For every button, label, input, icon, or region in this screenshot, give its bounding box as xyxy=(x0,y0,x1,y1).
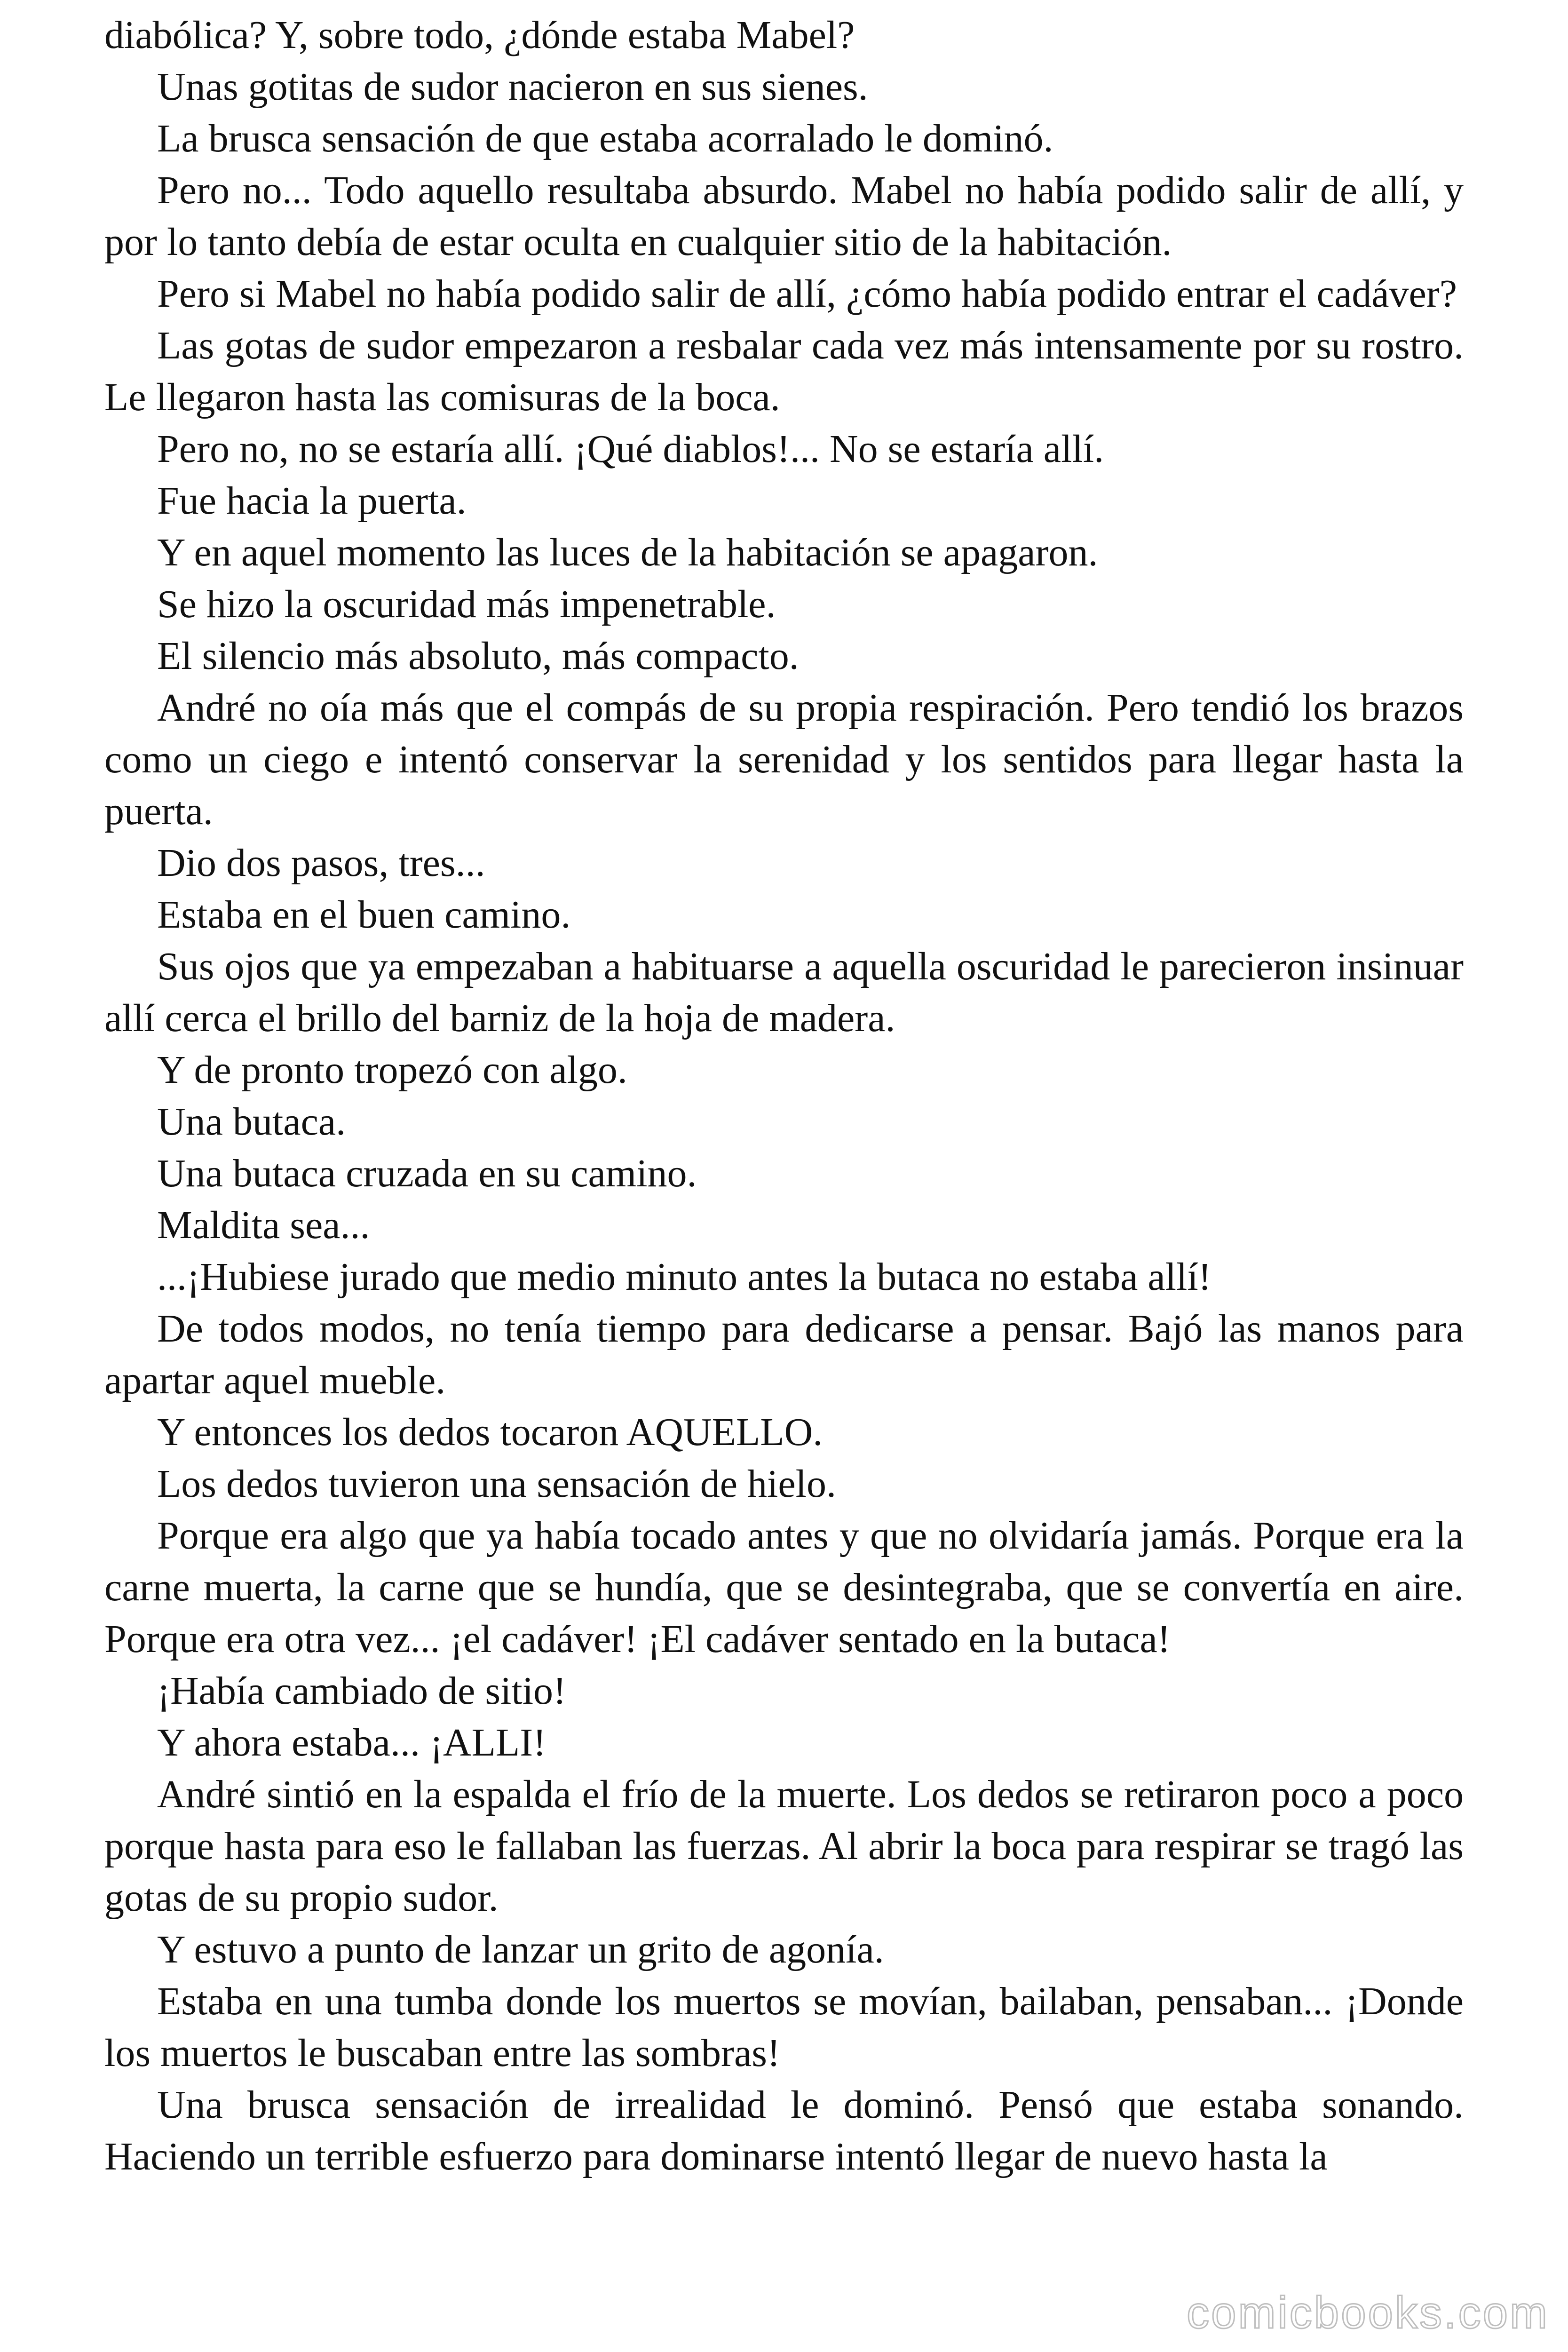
paragraph-26: Y ahora estaba... ¡ALLI! xyxy=(157,1721,546,1764)
paragraph-28: Y estuvo a punto de lanzar un grito de agonía. xyxy=(157,1928,884,1971)
paragraph-27: André sintió en la espalda el frío de la muerte. Los dedos se retiraron poco a poco porque hasta para eso le fallaban las fuerzas. Al abrir la boca para respirar se tragó las gotas de su propio sudor. xyxy=(104,1772,1464,1920)
paragraph-19: Maldita sea... xyxy=(157,1203,370,1247)
page-text xyxy=(104,9,1464,2183)
paragraph-4: Pero no... Todo aquello resultaba absurdo. Mabel no había podido salir de allí, y por lo tanto debía de estar oculta en cualquier sitio de la habitación. xyxy=(104,168,1464,264)
paragraph-1: diabólica? Y, sobre todo, ¿dónde estaba Mabel? xyxy=(104,13,855,57)
paragraph-10: Se hizo la oscuridad más impenetrable. xyxy=(157,582,776,626)
paragraph-25: ¡Había cambiado de sitio! xyxy=(157,1669,567,1713)
paragraph-30: Una brusca sensación de irrealidad le dominó. Pensó que estaba sonando. Haciendo un terrible esfuerzo para dominarse intentó llegar de nuevo hasta la xyxy=(104,2083,1464,2178)
paragraph-18: Una butaca cruzada en su camino. xyxy=(157,1152,697,1195)
paragraph-24: Porque era algo que ya había tocado antes y que no olvidaría jamás. Porque era la carne muerta, la carne que se hundía, que se desintegraba, que se convertía en aire. Porque era otra vez... ¡el cadáver! ¡El cadáver sentado en la butaca! xyxy=(104,1514,1464,1661)
paragraph-16: Y de pronto tropezó con algo. xyxy=(157,1048,627,1092)
paragraph-11: El silencio más absoluto, más compacto. xyxy=(157,634,799,678)
paragraph-12: André no oía más que el compás de su propia respiración. Pero tendió los brazos como un ciego e intentó conservar la serenidad y los sentidos para llegar hasta la puerta. xyxy=(104,686,1464,833)
paragraph-23: Los dedos tuvieron una sensación de hielo. xyxy=(157,1462,836,1506)
paragraph-13: Dio dos pasos, tres... xyxy=(157,841,485,885)
paragraph-3: La brusca sensación de que estaba acorralado le dominó. xyxy=(157,117,1053,160)
paragraph-15: Sus ojos que ya empezaban a habituarse a aquella oscuridad le parecieron insinuar allí cerca el brillo del barniz de la hoja de madera. xyxy=(104,945,1464,1040)
paragraph-21: De todos modos, no tenía tiempo para dedicarse a pensar. Bajó las manos para apartar aquel mueble. xyxy=(104,1307,1464,1402)
paragraph-9: Y en aquel momento las luces de la habitación se apagaron. xyxy=(157,531,1098,574)
paragraph-5: Pero si Mabel no había podido salir de allí, ¿cómo había podido entrar el cadáver? xyxy=(157,272,1457,316)
paragraph-14: Estaba en el buen camino. xyxy=(157,893,571,937)
paragraph-29: Estaba en una tumba donde los muertos se movían, bailaban, pensaban... ¡Donde los muertos le buscaban entre las sombras! xyxy=(104,1979,1464,2075)
paragraph-6: Las gotas de sudor empezaron a resbalar cada vez más intensamente por su rostro. Le llegaron hasta las comisuras de la boca. xyxy=(104,324,1464,419)
paragraph-17: Una butaca. xyxy=(157,1100,346,1144)
paragraph-8: Fue hacia la puerta. xyxy=(157,479,467,523)
paragraph-22: Y entonces los dedos tocaron AQUELLO. xyxy=(157,1410,823,1454)
paragraph-7: Pero no, no se estaría allí. ¡Qué diablos!... No se estaría allí. xyxy=(157,427,1104,471)
paragraph-20: ...¡Hubiese jurado que medio minuto antes la butaca no estaba allí! xyxy=(157,1255,1212,1299)
watermark-logo: comicbooks.com xyxy=(1187,2288,1549,2338)
paragraph-2: Unas gotitas de sudor nacieron en sus sienes. xyxy=(157,65,868,109)
